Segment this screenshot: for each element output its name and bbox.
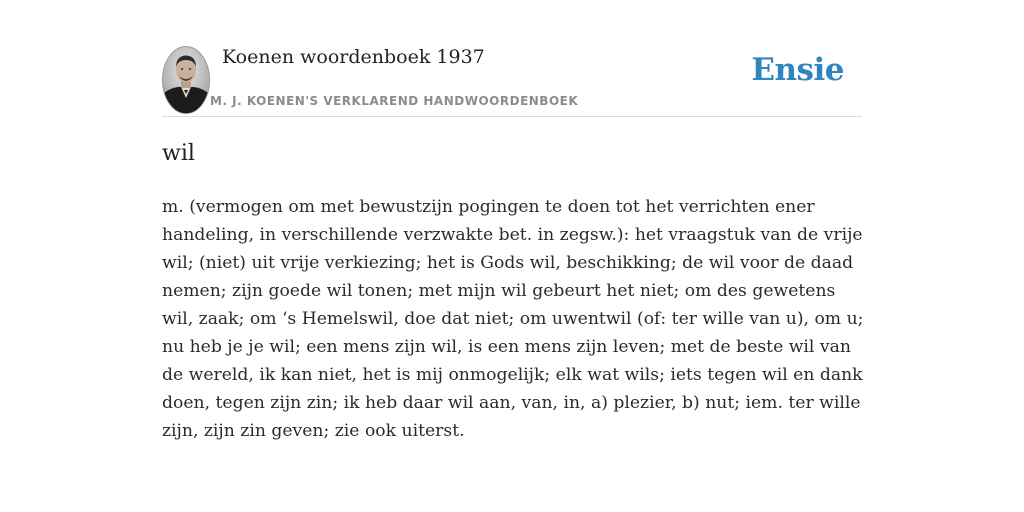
book-subtitle: M. J. KOENEN'S VERKLAREND HANDWOORDENBOEK xyxy=(210,94,579,108)
author-portrait-icon xyxy=(162,46,210,114)
entry-definition: m. (vermogen om met bewustzijn pogingen te doen tot het verrichten ener handeling, in verschillende verzwakte bet. in zegsw.): het vraagstuk van de vrije wil; (niet) uit vrije verkiezing; het is Gods wil, beschikking; de wil voor de daad nemen; zijn goede wil tonen; met mijn wil gebeurt het niet; om des gewetens wil, zaak; om ‘s Hemelswil, doe dat niet; om uwentwil (of: ter wille van u), om u; nu heb je je wil; een mens zijn wil, is een mens zijn leven; met de beste wil van de wereld, ik kan niet, het is mij onmogelijk; elk wat wils; iets tegen wil en dank doen, tegen zijn zin; ik heb daar wil aan, van, in, a) plezier, b) nut; iem. ter wille zijn, zijn zin geven; zie ook uiterst. xyxy=(162,197,864,441)
dictionary-header xyxy=(162,46,862,117)
entry-headword: wil xyxy=(162,141,195,166)
book-title-link[interactable]: Koenen woordenboek 1937 xyxy=(222,46,485,68)
brand-logo[interactable]: Ensie xyxy=(751,52,844,88)
